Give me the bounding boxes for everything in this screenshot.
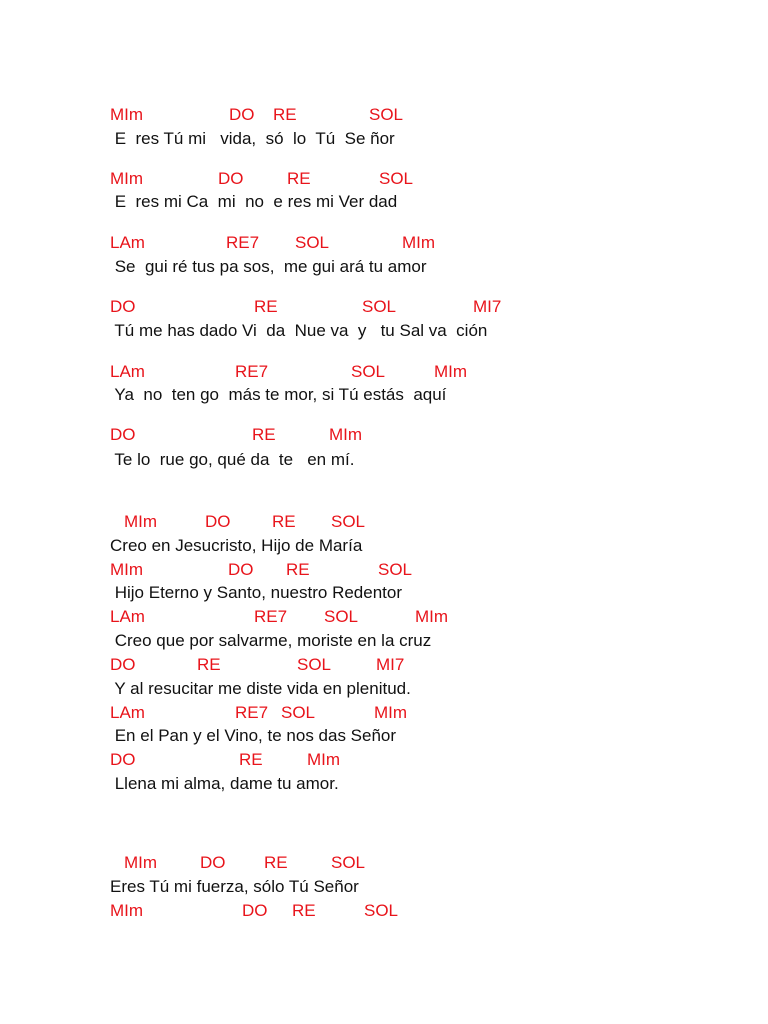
chord-line xyxy=(0,168,768,190)
chord-line xyxy=(0,361,768,383)
chord: SOL xyxy=(364,901,399,920)
chord: DO xyxy=(110,297,136,316)
chord: RE xyxy=(292,901,316,920)
chord: MIm xyxy=(124,512,158,531)
chord: LAm xyxy=(110,703,145,722)
chord-line xyxy=(0,852,768,874)
chord: SOL xyxy=(324,607,359,626)
chord-line xyxy=(0,424,768,446)
chord: DO xyxy=(218,169,244,188)
lyric-line: Ya no ten go más te mor, si Tú estás aquí xyxy=(110,385,447,404)
chord: RE xyxy=(252,425,276,444)
chord-line xyxy=(0,702,768,724)
chord-line xyxy=(0,232,768,254)
chord: DO xyxy=(228,560,254,579)
lyric-line: Se gui ré tus pa sos, me gui ará tu amor xyxy=(110,257,427,276)
chord: DO xyxy=(110,750,136,769)
chord: RE xyxy=(272,512,296,531)
lyric-line: Creo que por salvarme, moriste en la cruz xyxy=(110,631,432,650)
chord: MIm xyxy=(110,901,144,920)
chord-line xyxy=(0,511,768,533)
chord: RE7 xyxy=(235,362,269,381)
chord: LAm xyxy=(110,607,145,626)
chord: DO xyxy=(110,425,136,444)
chord: MIm xyxy=(434,362,468,381)
chord: SOL xyxy=(331,512,366,531)
lyric-line: Y al resucitar me diste vida en plenitud. xyxy=(110,679,411,698)
chord-line xyxy=(0,606,768,628)
chord: SOL xyxy=(378,560,413,579)
chord: RE xyxy=(264,853,288,872)
chord: SOL xyxy=(362,297,397,316)
chord: MI7 xyxy=(376,655,405,674)
lyric-line: E res Tú mi vida, só lo Tú Se ñor xyxy=(110,129,395,148)
chord: RE7 xyxy=(254,607,288,626)
chord: RE xyxy=(254,297,278,316)
chord-line xyxy=(0,559,768,581)
chord: RE xyxy=(239,750,263,769)
chord: MIm xyxy=(402,233,436,252)
lyric-line: Creo en Jesucristo, Hijo de María xyxy=(110,536,363,555)
chord: SOL xyxy=(295,233,330,252)
chord: MIm xyxy=(110,169,144,188)
chord: DO xyxy=(205,512,231,531)
chord: RE7 xyxy=(235,703,269,722)
chord-line xyxy=(0,654,768,676)
chord-line xyxy=(0,104,768,126)
chord-line xyxy=(0,900,768,922)
chord: SOL xyxy=(351,362,386,381)
chord: DO xyxy=(229,105,255,124)
lyric-line: E res mi Ca mi no e res mi Ver dad xyxy=(110,192,398,211)
chord: MI7 xyxy=(473,297,502,316)
chord: RE xyxy=(287,169,311,188)
chord: SOL xyxy=(379,169,414,188)
chord: LAm xyxy=(110,233,145,252)
chord: RE xyxy=(273,105,297,124)
chord: SOL xyxy=(297,655,332,674)
chord: SOL xyxy=(281,703,316,722)
chord: RE xyxy=(197,655,221,674)
chord: MIm xyxy=(124,853,158,872)
chord-line xyxy=(0,749,768,771)
lyric-line: Hijo Eterno y Santo, nuestro Redentor xyxy=(110,583,402,602)
lyric-line: Eres Tú mi fuerza, sólo Tú Señor xyxy=(110,877,359,896)
chord: MIm xyxy=(110,105,144,124)
chord: MIm xyxy=(374,703,408,722)
chord: DO xyxy=(242,901,268,920)
chord-line xyxy=(0,296,768,318)
chord: MIm xyxy=(415,607,449,626)
chord: MIm xyxy=(110,560,144,579)
chord: SOL xyxy=(331,853,366,872)
lyric-line: Te lo rue go, qué da te en mí. xyxy=(110,450,355,469)
chord: MIm xyxy=(307,750,341,769)
chord: SOL xyxy=(369,105,404,124)
chord: MIm xyxy=(329,425,363,444)
chord: DO xyxy=(110,655,136,674)
chord: RE7 xyxy=(226,233,260,252)
lyric-line: Tú me has dado Vi da Nue va y tu Sal va ción xyxy=(110,321,488,340)
chord: DO xyxy=(200,853,226,872)
chord: RE xyxy=(286,560,310,579)
chord: LAm xyxy=(110,362,145,381)
lyric-line: Llena mi alma, dame tu amor. xyxy=(110,774,339,793)
lyric-line: En el Pan y el Vino, te nos das Señor xyxy=(110,726,397,745)
